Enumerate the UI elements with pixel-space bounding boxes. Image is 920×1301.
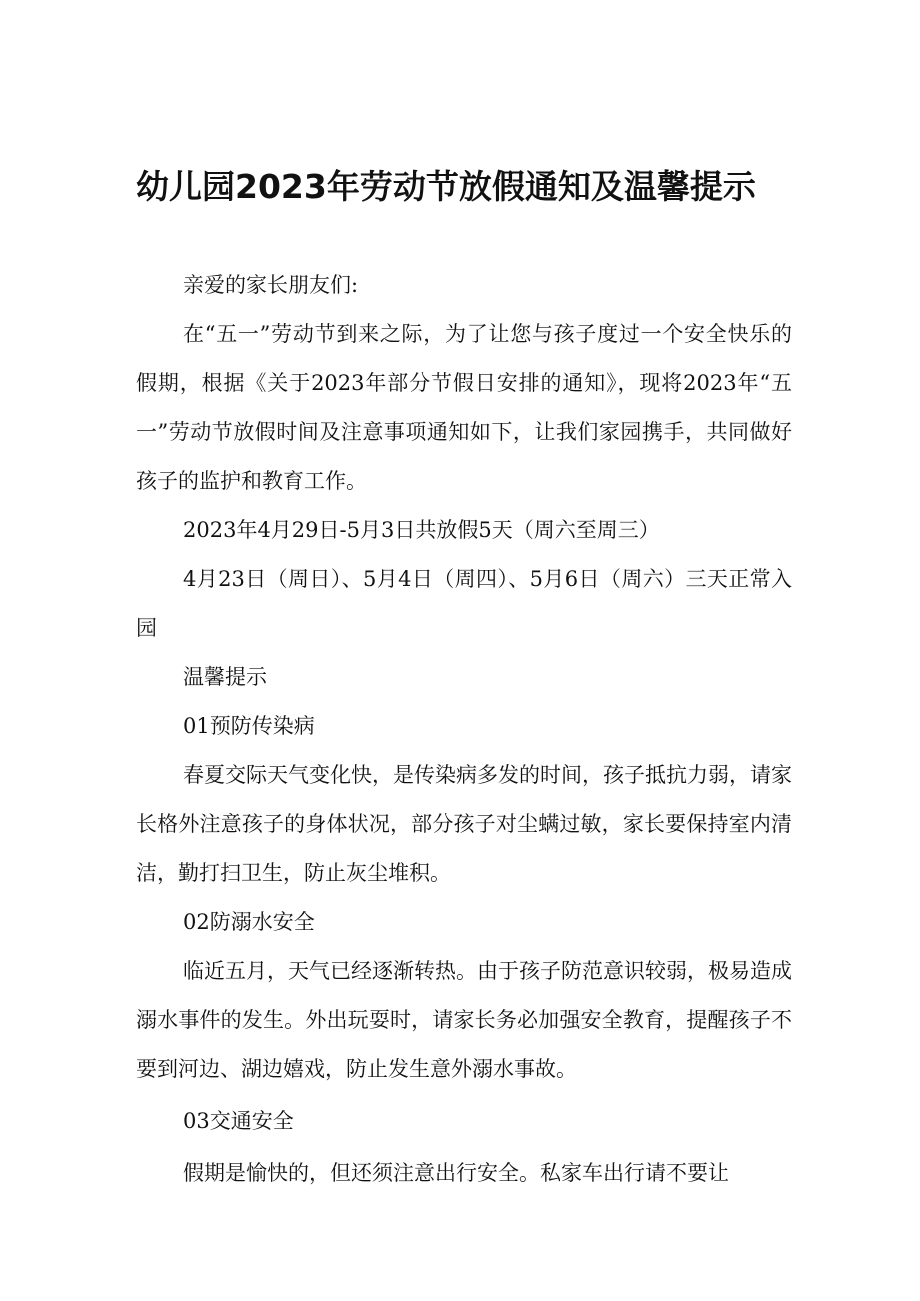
tips-heading: 温馨提示 [183, 665, 267, 689]
greeting-paragraph: 亲爱的家长朋友们: [183, 273, 359, 297]
disease-paragraph: 春夏交际天气变化快，是传染病多发的时间，孩子抵抗力弱，请家长格外注意孩子的身体状况，部分孩子对尘螨过敏，家长要保持室内清洁，勤打扫卫生，防止灰尘堆积。 [136, 763, 792, 885]
drowning-paragraph: 临近五月，天气已经逐渐转热。由于孩子防范意识较弱，极易造成溺水事件的发生。外出玩耍时，请家长务必加强安全教育，提醒孩子不要到河边、湖边嬉戏，防止发生意外溺水事故。 [136, 959, 792, 1081]
section-heading-drowning: 02防溺水安全 [183, 910, 315, 934]
holiday-dates-paragraph: 2023年4月29日-5月3日共放假5天（周六至周三） [183, 518, 660, 542]
makeup-days-paragraph: 4月23日（周日）、5月4日（周四）、5月6日（周六）三天正常入园 [136, 567, 792, 640]
section-heading-disease: 01预防传染病 [183, 714, 315, 738]
document-body [136, 261, 792, 1198]
traffic-paragraph: 假期是愉快的，但还须注意出行安全。私家车出行请不要让 [183, 1161, 729, 1185]
section-heading-traffic: 03交通安全 [183, 1109, 294, 1133]
intro-paragraph: 在“五一”劳动节到来之际，为了让您与孩子度过一个安全快乐的假期，根据《关于2023年部分节假日安排的通知》，现将2023年“五一”劳动节放假时间及注意事项通知如下，让我们家园携手，共同做好孩子的监护和教育工作。 [136, 322, 792, 493]
document-title: 幼儿园2023年劳动节放假通知及温馨提示 [136, 167, 756, 206]
